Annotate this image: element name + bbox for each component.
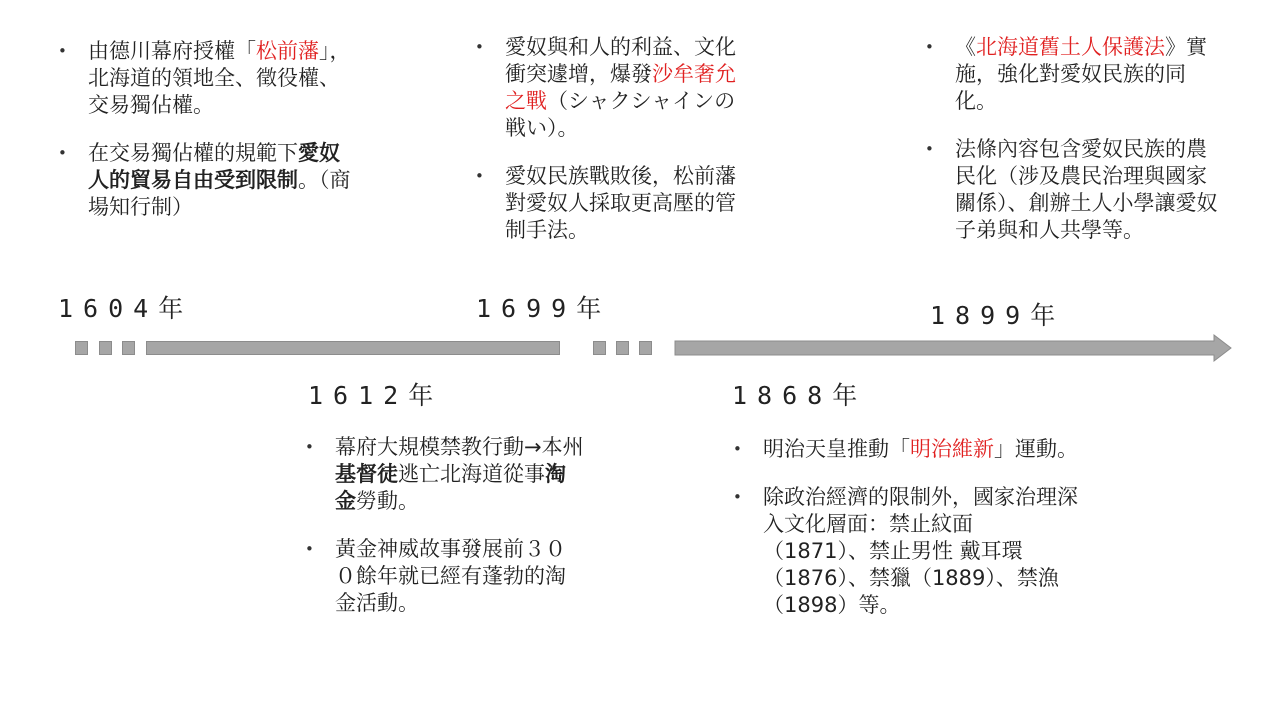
text: 黃金神威故事發展前３００餘年就已經有蓬勃的淘金活動。	[335, 537, 566, 615]
timeline-dash	[122, 341, 135, 355]
highlight-text: 沙牟奢允之戰	[505, 62, 736, 113]
bullet-item	[925, 34, 1225, 115]
bullet-item	[733, 484, 1078, 619]
text: 」運動。	[994, 437, 1078, 461]
text: 在交易獨佔權的規範下	[88, 141, 298, 165]
bullet-item	[475, 34, 753, 142]
text: 愛奴民族戰敗後，松前藩對愛奴人採取更高壓的管制手法。	[505, 164, 736, 242]
text: 法條內容包含愛奴民族的農民化（涉及農民治理與國家關係）、創辦土人小學讓愛奴子弟與和人共學等。	[955, 137, 1218, 242]
timeline-dash	[639, 341, 652, 355]
timeline-dash	[616, 341, 629, 355]
timeline-dash	[593, 341, 606, 355]
text: （シャクシャインの戦い）。	[505, 89, 736, 140]
bullet-item	[305, 434, 585, 515]
text: 幕府大規模禁教行動→本州	[335, 435, 584, 459]
bullet-item	[733, 436, 1078, 463]
text: 明治天皇推動「	[763, 437, 910, 461]
text: 除政治經濟的限制外，國家治理深入文化層面：禁止紋面（1871）、禁止男性 戴耳環（1876）、禁獵（1889）、禁漁（1898）等。	[763, 485, 1078, 617]
year-label-1604: 1604年	[58, 294, 194, 323]
year-label-1699: 1699年	[476, 294, 612, 323]
highlight-text: 明治維新	[910, 437, 994, 461]
text: 》實施，強化對愛奴民族的同化。	[955, 35, 1207, 113]
timeline-dash	[99, 341, 112, 355]
year-label-1868: 1868年	[732, 381, 868, 410]
text: 」，北海道的領地全、徵役權、交易獨佔權。	[88, 39, 351, 117]
text: 。（商場知行制）	[88, 168, 351, 219]
text: 愛奴與和人的利益、文化衝突遽增，爆發	[505, 35, 736, 86]
text: 《	[955, 35, 976, 59]
highlight-text: 北海道舊土人保護法	[976, 35, 1165, 59]
timeline-arrow	[674, 334, 1234, 362]
bold-text: 愛奴人的貿易自由受到限制	[88, 141, 340, 192]
year-label-1612: 1612年	[308, 381, 444, 410]
timeline-bar	[146, 341, 560, 355]
bullet-item	[925, 136, 1225, 244]
text: 勞動。	[356, 489, 419, 513]
event-block-1699	[475, 34, 753, 265]
event-block-1899	[925, 34, 1225, 265]
highlight-text: 松前藩	[256, 39, 319, 63]
bullet-item	[305, 536, 585, 617]
text: 逃亡北海道從事	[398, 462, 545, 486]
bold-text: 基督徒	[335, 462, 398, 486]
event-block-1604	[58, 38, 358, 242]
text: 由德川幕府授權「	[88, 39, 256, 63]
year-label-1899: 1899年	[930, 301, 1066, 330]
bullet-item	[58, 140, 358, 221]
event-block-1868	[733, 436, 1078, 640]
bold-text: 淘金	[335, 462, 566, 513]
bullet-item	[475, 163, 753, 244]
timeline-dash	[75, 341, 88, 355]
bullet-item	[58, 38, 358, 119]
event-block-1612	[305, 434, 585, 638]
